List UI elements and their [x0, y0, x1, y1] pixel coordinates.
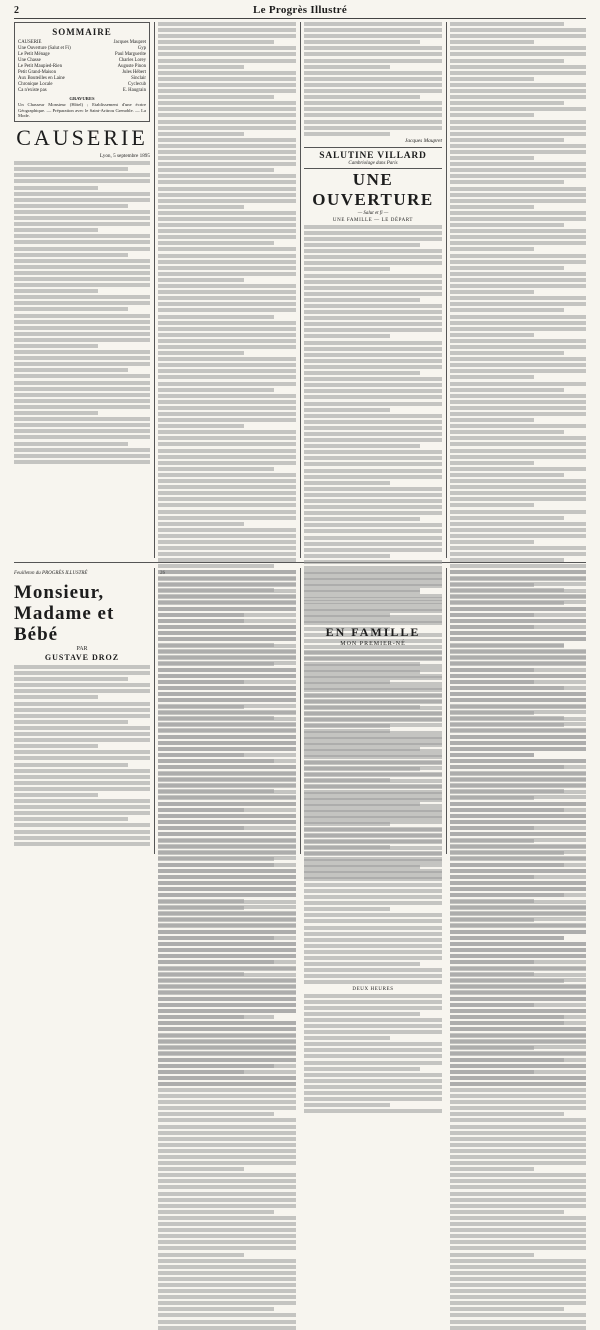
en-famille-title: EN FAMILLE	[325, 624, 421, 639]
page-header	[14, 4, 586, 19]
feuilleton-column-1	[14, 582, 150, 854]
feuilleton-column-3	[304, 570, 442, 854]
column-2	[158, 22, 296, 558]
causerie-body-end	[304, 22, 442, 136]
story-body-2	[304, 994, 442, 1114]
sommaire-row: Chronique Locale Cyclecub	[18, 82, 146, 87]
feuilleton-tag: Feuilleton du PROGRÈS ILLUSTRÉ	[14, 571, 88, 576]
sommaire-row: Petit Grand-Maison Jules Hébert	[18, 70, 146, 75]
story-section-1: UNE FAMILLE — LE DÉPART	[332, 217, 414, 223]
causerie-author: Jacques Maupret	[404, 137, 442, 144]
causerie-title: CAUSERIE	[16, 125, 148, 151]
sommaire-row: CAUSERIE Jacques Maupret	[18, 40, 146, 45]
sommaire-row: Aux Bouteilles en Laine Sinclair	[18, 76, 146, 81]
causerie-body	[14, 161, 150, 464]
story-heading	[304, 147, 442, 169]
novel-author: GUSTAVE DROZ	[44, 653, 120, 662]
sommaire-title: SOMMAIRE	[52, 27, 112, 37]
novel-par: PAR	[76, 646, 88, 652]
novel-title-line-2: Madame et Bébé	[14, 603, 115, 645]
column-rule	[446, 568, 447, 854]
feuilleton-column-4	[450, 570, 586, 854]
en-famille-subtitle: MON PREMIER-NÉ	[340, 640, 406, 647]
sommaire-row: Ca n'existe pas E. Haugrain	[18, 88, 146, 93]
novel-body	[14, 665, 150, 846]
novel-body-3	[304, 570, 442, 623]
masthead: Le Progrès Illustré	[252, 4, 348, 16]
sommaire-box	[14, 22, 150, 122]
sommaire-row: Une Chasse Charles Lorey	[18, 58, 146, 63]
sommaire-subheading: GRAVURES	[69, 96, 95, 101]
column-rule	[154, 22, 155, 558]
sommaire-note: Un Chasseur Monsieur (Hôtel) ; Etablissement d'une écrire Géographique. — Préparation avec le Saint-Aritrou Grenoble. — La Mode.	[18, 101, 146, 119]
en-famille-body-2	[450, 570, 586, 1330]
column-4	[450, 22, 586, 558]
page-number: 2	[14, 5, 19, 16]
sommaire-row: Le Petit Maupied-Rien Auguste Pinon	[18, 64, 146, 69]
novel-body-2	[158, 570, 296, 1330]
column-rule	[300, 568, 301, 854]
story-subtitle: — Salut et fi —	[357, 210, 389, 216]
novel-title-line-1: Monsieur,	[14, 582, 105, 603]
sommaire-row: Le Petit Ménage Paul Marguerite	[18, 52, 146, 57]
column-1	[14, 22, 150, 558]
en-famille-body	[304, 650, 442, 879]
causerie-date: Lyon, 5 septembre 1895	[99, 153, 150, 160]
story-title: UNE OUVERTURE	[312, 169, 434, 209]
story-section-2: DEUX HEURES	[352, 986, 394, 992]
column-rule	[154, 568, 155, 854]
sommaire-list	[18, 40, 146, 94]
column-rule	[446, 22, 447, 558]
story-banner: SALUTINE VILLARD	[319, 150, 427, 161]
sommaire-row: Une Ouverture (Salut et Fi) Gyp	[18, 46, 146, 51]
story-banner-note: Cambriolage dans Paris	[348, 160, 398, 166]
feuilleton-column-2	[158, 570, 296, 854]
column-rule	[300, 22, 301, 558]
